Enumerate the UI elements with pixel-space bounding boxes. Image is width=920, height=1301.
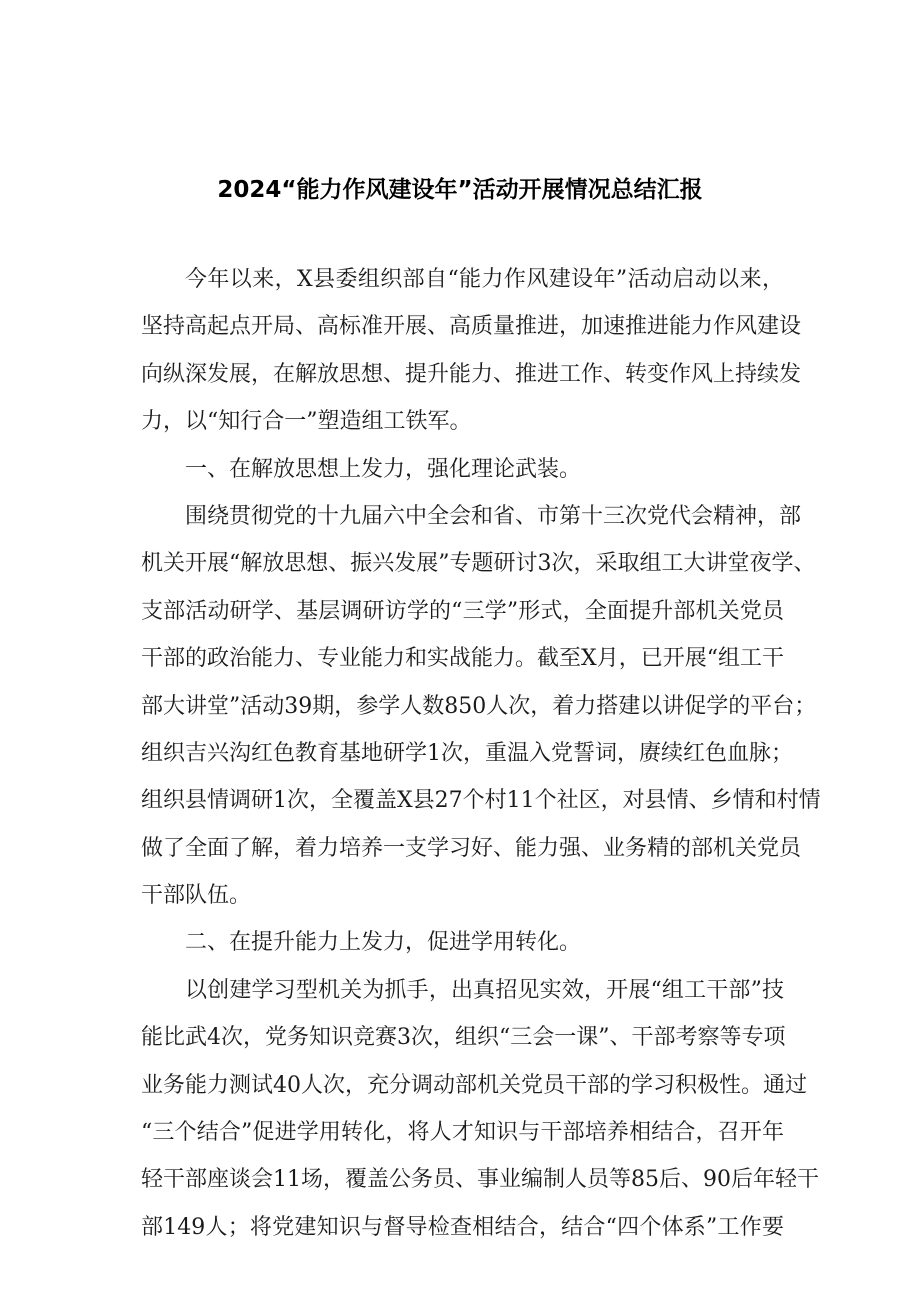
text-line: 力，以“知行合一”塑造组工铁军。: [141, 409, 472, 435]
document-title: 2024“能力作风建设年”活动开展情况总结汇报: [217, 177, 703, 203]
text-line: 组织吉兴沟红色教育基地研学1次，重温入党誓词，赓续红色血脉；: [141, 740, 793, 766]
text-line: 业务能力测试40人次，充分调动部机关党员干部的学习积极性。通过: [141, 1072, 807, 1098]
document-body: [141, 256, 821, 1251]
text-line: 坚持高起点开局、高标准开展、高质量推进，加速推进能力作风建设: [141, 314, 802, 340]
text-line: 部大讲堂”活动39期，参学人数850人次，着力搭建以讲促学的平台；: [141, 693, 817, 719]
text-line: 围绕贯彻党的十九届六中全会和省、市第十三次党代会精神，部: [185, 503, 802, 529]
text-line: “三个结合”促进学用转化，将人才知识与干部培养相结合，召开年: [141, 1120, 784, 1146]
text-line: 能比武4次，党务知识竞赛3次，组织“三会一课”、干部考察等专项: [141, 1025, 786, 1051]
text-line: 干部队伍。: [141, 883, 252, 909]
text-line: 做了全面了解，着力培养一支学习好、能力强、业务精的部机关党员: [141, 835, 802, 861]
text-line: 向纵深发展，在解放思想、提升能力、推进工作、转变作风上持续发: [141, 361, 802, 387]
text-line: 组织县情调研1次，全覆盖X县27个村11个社区，对县情、乡情和村情: [141, 788, 821, 814]
section-heading: 一、在解放思想上发力，强化理论武装。: [185, 456, 582, 482]
section-heading: 二、在提升能力上发力，促进学用转化。: [185, 930, 582, 956]
text-line: 部149人；将党建知识与督导检查相结合，结合“四个体系”工作要: [141, 1214, 784, 1240]
text-line: 支部活动研学、基层调研访学的“三学”形式，全面提升部机关党员: [141, 598, 784, 624]
text-line: 以创建学习型机关为抓手，出真招见实效，开展“组工干部”技: [185, 977, 784, 1003]
text-line: 轻干部座谈会11场，覆盖公务员、事业编制人员等85后、90后年轻干: [141, 1167, 819, 1193]
text-line: 干部的政治能力、专业能力和实战能力。截至X月，已开展“组工干: [141, 646, 784, 672]
text-line: 机关开展“解放思想、振兴发展”专题研讨3次，采取组工大讲堂夜学、: [141, 551, 816, 577]
text-line: 今年以来，X县委组织部自“能力作风建设年”活动启动以来，: [185, 267, 784, 292]
